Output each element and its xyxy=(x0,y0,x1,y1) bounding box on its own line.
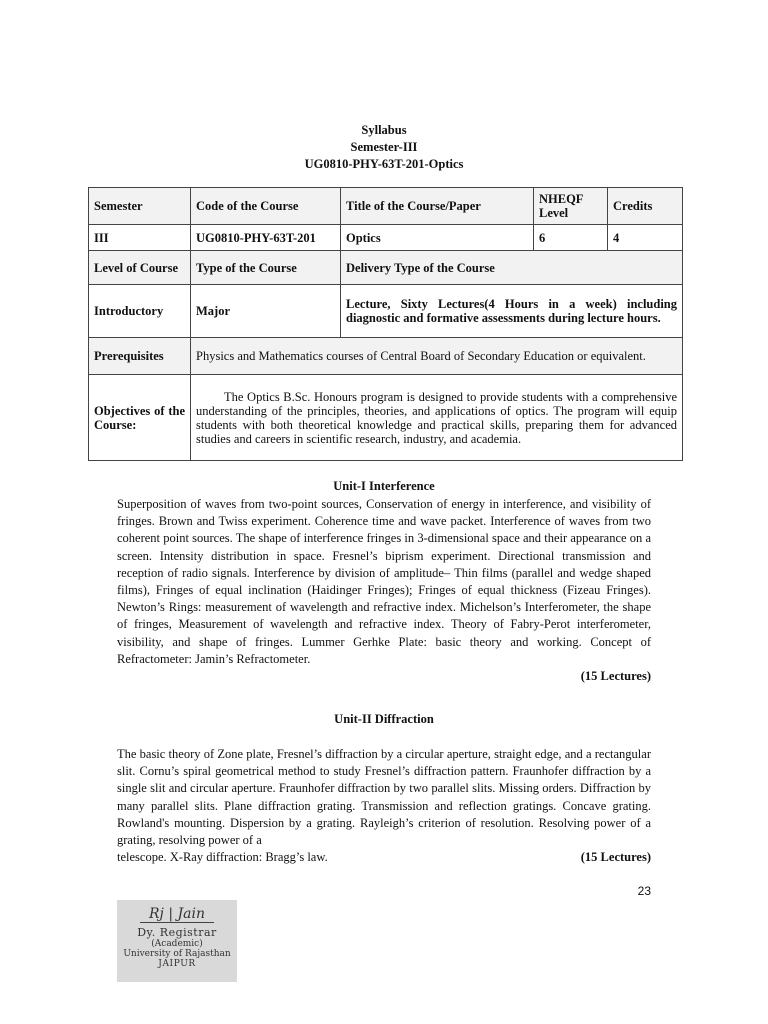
th-code: Code of the Course xyxy=(191,188,341,225)
table-row xyxy=(89,375,683,461)
table-row xyxy=(89,338,683,375)
td-delivery: Lecture, Sixty Lectures(4 Hours in a week) including diagnostic and formative assessments during lecture hours. xyxy=(341,285,683,338)
unit1-lectures: (15 Lectures) xyxy=(580,669,651,684)
th-credits: Credits xyxy=(608,188,683,225)
unit2-last-line xyxy=(117,849,651,866)
document-header xyxy=(0,122,768,173)
unit1-text: Superposition of waves from two-point sources, Conservation of energy in interference, and visibility of fringes. Brown and Twiss experiment. Coherence time and wave packet. Interference of waves from two coherent point sources. The shape of interference fringes in 3-dimensional space and their appearance on a screen. Intensity distribution in space. Fresnel’s biprism experiment. Directional transmission and reception of radio signals. Interference by division of amplitude– Thin films (parallel and wedge shaped films), Fringes of equal inclination (Haidinger Fringes); Fringes of equal thickness (Fizeau Fringes). Newton’s Rings: measurement of wavelength and refractive index. Michelson’s Interferometer, the shape of fringes, Measurement of wavelength and refractive index. Theory of Fabry-Perot interferometer, visibility, and shape of fringes. Lummer Gerhke Plate: basic theory and working. Concept of Refractometer: Jamin’s Refractometer. xyxy=(117,497,651,666)
table-row xyxy=(89,251,683,285)
unit2-title: Unit-II Diffraction xyxy=(334,712,434,726)
header-course-code: UG0810-PHY-63T-201-Optics xyxy=(304,157,464,171)
table-row xyxy=(89,188,683,225)
td-credits: 4 xyxy=(608,225,683,251)
th-nheqf: NHEQF Level xyxy=(534,188,608,225)
unit2-last-text: telescope. X-Ray diffraction: Bragg’s law. xyxy=(117,850,328,865)
td-type: Major xyxy=(191,285,341,338)
th-type: Type of the Course xyxy=(191,251,341,285)
th-semester: Semester xyxy=(89,188,191,225)
stamp-dept: (Academic) xyxy=(151,939,203,949)
signature: Rj | Jain xyxy=(149,906,205,922)
header-syllabus: Syllabus xyxy=(361,123,407,137)
th-title: Title of the Course/Paper xyxy=(341,188,534,225)
th-level: Level of Course xyxy=(89,251,191,285)
header-semester: Semester-III xyxy=(350,140,418,154)
th-delivery: Delivery Type of the Course xyxy=(341,251,683,285)
objectives-text: The Optics B.Sc. Honours program is designed to provide students with a comprehensive understanding of the principles, theories, and applications of optics. The program will equip students with both theoretical knowledge and practical skills, preparing them for advanced studies and careers in scientific research, industry, and academia. xyxy=(191,375,683,461)
page-number: 23 xyxy=(637,884,651,898)
course-info-table xyxy=(88,187,683,461)
unit2-text: The basic theory of Zone plate, Fresnel’s diffraction by a circular aperture, straight edge, and a rectangular slit. Cornu’s spiral geometrical method to study Fresnel’s diffraction pattern. Fraunhofer diffraction by a single slit and circular aperture. Fraunhofer diffraction by two parallel slits. Missing orders. Diffraction by many parallel slits. Plane diffraction grating. Transmission and reflection gratings. Concave grating. Rowland's mounting. Dispersion by a grating. Rayleigh’s criterion of resolution. Resolving power of a grating, resolving power of a xyxy=(117,747,651,848)
td-code: UG0810-PHY-63T-201 xyxy=(191,225,341,251)
stamp-university: University of Rajasthan xyxy=(123,949,231,959)
table-row xyxy=(89,225,683,251)
td-semester: III xyxy=(89,225,191,251)
stamp-city: JAIPUR xyxy=(158,959,196,969)
prerequisites-text: Physics and Mathematics courses of Central Board of Secondary Education or equivalent. xyxy=(191,338,683,375)
unit2-section xyxy=(117,746,651,866)
objectives-label: Objectives of the Course: xyxy=(89,375,191,461)
td-title: Optics xyxy=(341,225,534,251)
td-level: Introductory xyxy=(89,285,191,338)
unit2-lectures: (15 Lectures) xyxy=(580,850,651,865)
table-row xyxy=(89,285,683,338)
registrar-stamp xyxy=(117,900,237,982)
td-nheqf: 6 xyxy=(534,225,608,251)
unit1-section xyxy=(117,496,651,685)
unit1-title: Unit-I Interference xyxy=(333,479,435,493)
stamp-title: Dy. Registrar xyxy=(137,926,217,939)
prerequisites-label: Prerequisites xyxy=(89,338,191,375)
signature-line xyxy=(140,922,214,923)
